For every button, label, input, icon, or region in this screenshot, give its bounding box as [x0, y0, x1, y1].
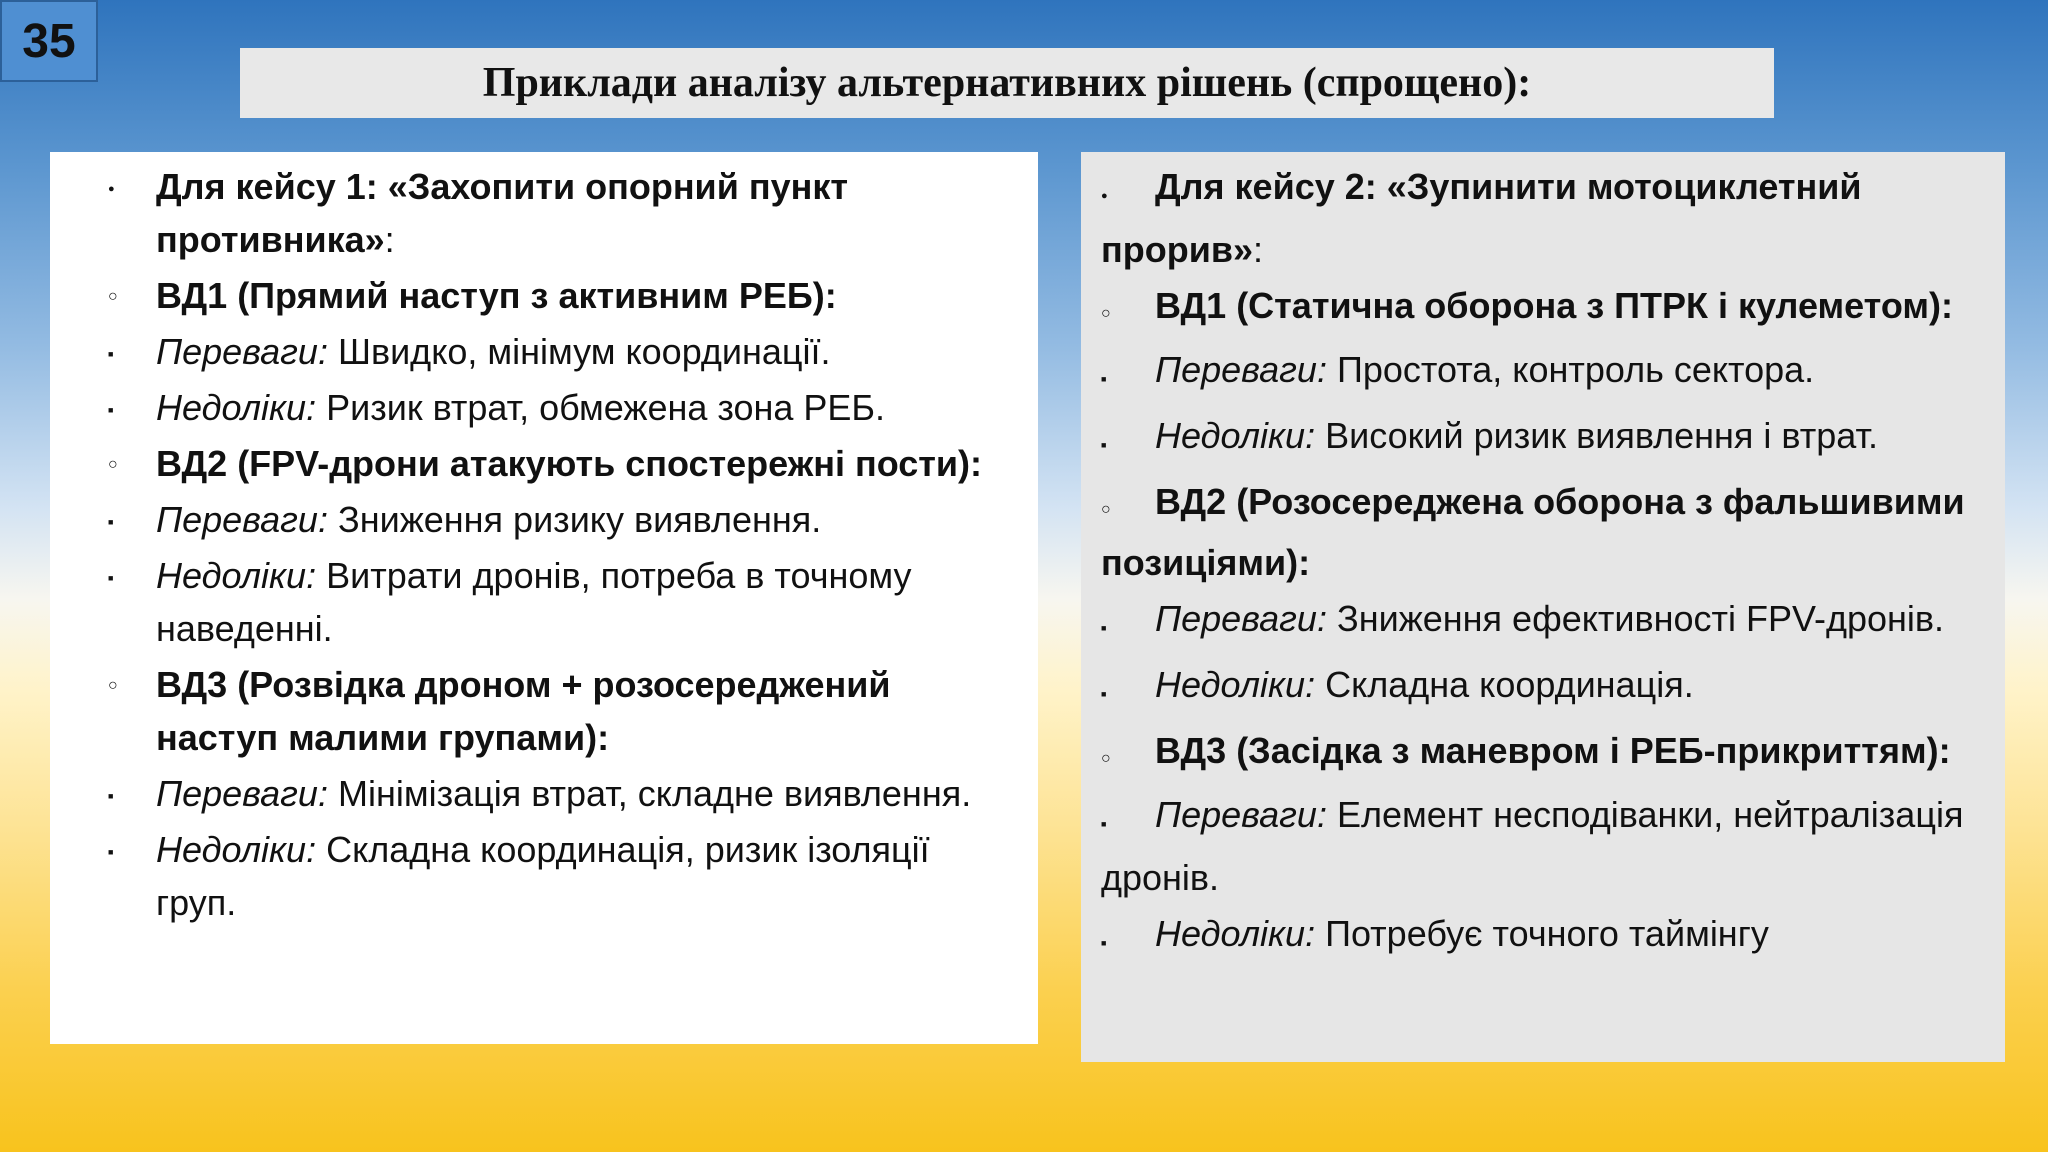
item-label-text: Недоліки:: [156, 555, 317, 596]
item-heading-text: ВД2 (Розосереджена оборона з фальшивими позиціями):: [1101, 481, 1965, 583]
item-heading-text: ВД2 (FPV-дрони атакують спостережні пости):: [156, 443, 983, 484]
item-body-text: Мінімізація втрат, складне виявлення.: [327, 773, 972, 814]
option-heading: [50, 658, 1018, 764]
option-detail: [1101, 409, 1985, 472]
item-body-text: Швидко, мінімум координації.: [327, 331, 831, 372]
item-body-text: :: [1253, 229, 1264, 270]
item-label-text: Недоліки:: [1155, 415, 1316, 456]
option-detail: [1101, 592, 1985, 655]
case-heading: [1101, 160, 1985, 276]
item-heading-text: ВД1 (Прямий наступ з активним РЕБ):: [156, 275, 837, 316]
bullet-square-icon: [108, 767, 148, 823]
bullet-square-icon: [1101, 416, 1155, 472]
option-detail: [50, 767, 1018, 820]
bullet-square-icon: [1101, 665, 1155, 721]
bullet-square-icon: [1101, 795, 1155, 851]
bullet-dot-icon: [108, 160, 148, 216]
item-heading-text: ВД1 (Статична оборона з ПТРК і кулеметом):: [1155, 285, 1953, 326]
option-heading: [1101, 724, 1985, 785]
option-detail: [1101, 788, 1985, 904]
bullet-square-icon: [108, 325, 148, 381]
option-heading: [50, 269, 1018, 322]
slide-title: Приклади аналізу альтернативних рішень (спрощено):: [240, 48, 1774, 118]
item-body-text: Зниження ефективності FPV-дронів.: [1326, 598, 1945, 639]
bullet-circle-icon: [108, 658, 148, 712]
slide-number: 35: [0, 0, 98, 82]
option-detail: [1101, 907, 1985, 970]
item-body-text: Елемент несподіванки, нейтралізація дронів.: [1101, 794, 1964, 898]
item-label-text: Недоліки:: [156, 387, 317, 428]
item-heading-text: ВД3 (Засідка з маневром і РЕБ-прикриттям):: [1155, 730, 1951, 771]
option-detail: [1101, 343, 1985, 406]
bullet-square-icon: [108, 493, 148, 549]
bullet-square-icon: [1101, 599, 1155, 655]
item-label-text: Недоліки:: [1155, 664, 1316, 705]
bullet-circle-icon: [108, 437, 148, 491]
item-body-text: :: [384, 219, 395, 260]
option-detail: [50, 823, 1018, 929]
option-detail: [50, 381, 1018, 434]
bullet-circle-icon: [1101, 482, 1155, 536]
item-label-text: Переваги:: [156, 331, 328, 372]
option-detail: [50, 549, 1018, 655]
option-heading: [1101, 279, 1985, 340]
bullet-circle-icon: [1101, 286, 1155, 340]
item-heading-text: ВД3 (Розвідка дроном + розосереджений наступ малими групами):: [156, 664, 891, 758]
option-heading: [50, 437, 1018, 490]
item-label-text: Недоліки:: [156, 829, 317, 870]
case-2-panel: [1081, 152, 2005, 1062]
item-body-text: Ризик втрат, обмежена зона РЕБ.: [316, 387, 886, 428]
bullet-square-icon: [108, 549, 148, 605]
item-body-text: Складна координація, ризик ізоляції груп.: [156, 829, 930, 923]
item-body-text: Простота, контроль сектора.: [1326, 349, 1815, 390]
option-detail: [50, 325, 1018, 378]
item-heading-text: Для кейсу 2: «Зупинити мотоциклетний прорив»: [1101, 166, 1862, 270]
item-body-text: Потребує точного таймінгу: [1315, 913, 1769, 954]
bullet-square-icon: [108, 823, 148, 879]
bullet-dot-icon: [1101, 167, 1155, 223]
option-detail: [1101, 658, 1985, 721]
bullet-circle-icon: [108, 269, 148, 323]
bullet-square-icon: [108, 381, 148, 437]
item-label-text: Переваги:: [156, 499, 328, 540]
item-body-text: Високий ризик виявлення і втрат.: [1315, 415, 1878, 456]
case-heading: [50, 160, 1018, 266]
item-label-text: Переваги:: [1155, 598, 1327, 639]
item-heading-text: Для кейсу 1: «Захопити опорний пункт противника»: [156, 166, 848, 260]
item-body-text: Витрати дронів, потреба в точному наведенні.: [156, 555, 912, 649]
bullet-square-icon: [1101, 350, 1155, 406]
bullet-circle-icon: [1101, 731, 1155, 785]
item-body-text: Зниження ризику виявлення.: [327, 499, 822, 540]
option-heading: [1101, 475, 1985, 589]
bullet-square-icon: [1101, 914, 1155, 970]
item-body-text: Складна координація.: [1315, 664, 1694, 705]
item-label-text: Переваги:: [1155, 349, 1327, 390]
item-label-text: Переваги:: [1155, 794, 1327, 835]
item-label-text: Недоліки:: [1155, 913, 1316, 954]
option-detail: [50, 493, 1018, 546]
case-1-panel: [50, 152, 1038, 1044]
item-label-text: Переваги:: [156, 773, 328, 814]
